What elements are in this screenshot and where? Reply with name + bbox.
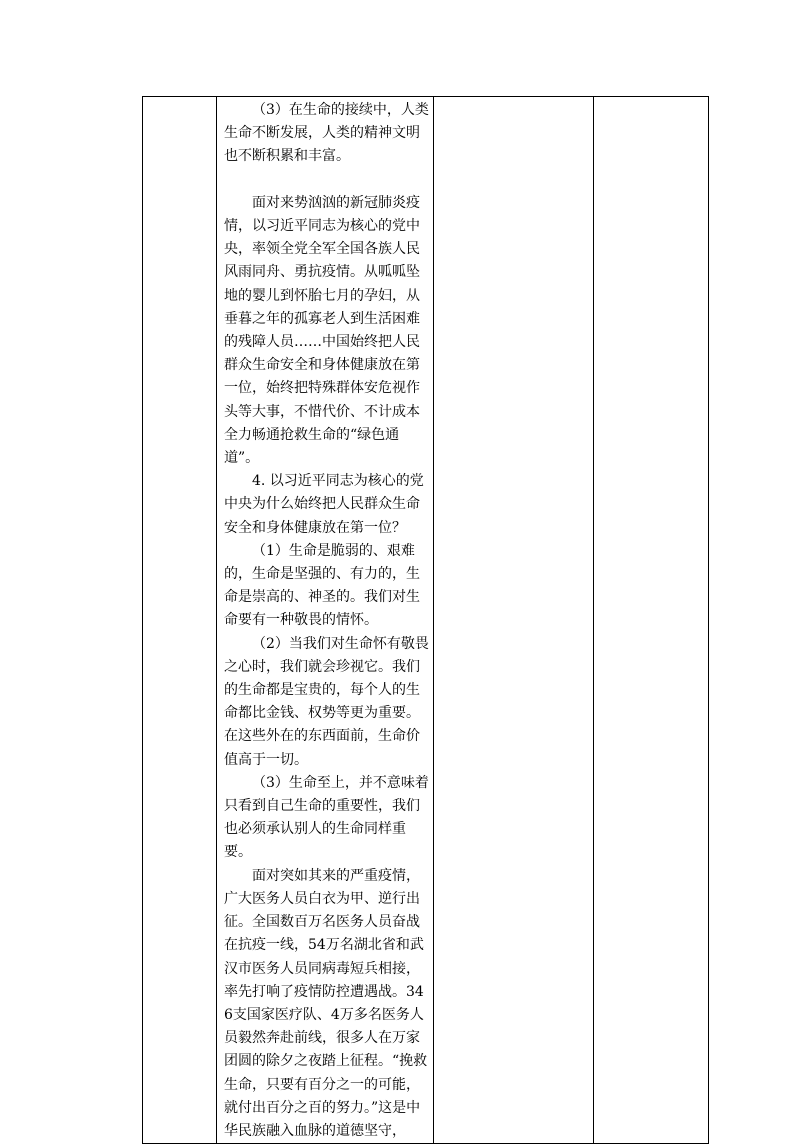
paragraph: （3）生命至上，并不意味着只看到自己生命的重要性，我们也必须承认别人的生命同样重要。 [224, 774, 429, 861]
table-cell-content [217, 97, 434, 1144]
paragraph: 面对来势汹汹的新冠肺炎疫情，以习近平同志为核心的党中央，率领全党全军全国各族人民风雨同舟、勇抗疫情。从呱呱坠地的婴儿到怀胎七月的孕妇，从垂暮之年的孤寡老人到生活困难的残障人员……中国始终把人民群众生命安全和身体健康放在第一位，始终把特殊群体安危视作头等大事，不惜代价、不计成本全力畅通抢救生命的“绿色通道”。 [224, 194, 420, 467]
table-cell-3 [434, 97, 594, 1144]
content-text [217, 97, 433, 1143]
table-row [143, 97, 709, 1144]
table-cell-1 [143, 97, 217, 1144]
paragraph: 4. 以习近平同志为核心的党中央为什么始终把人民群众生命安全和身体健康放在第一位？ [224, 473, 424, 536]
table-cell-4 [594, 97, 709, 1144]
paragraph: 面对突如其来的严重疫情，广大医务人员白衣为甲、逆行出征。全国数百万名医务人员奋战在抗疫一线，54万名湖北省和武汉市医务人员同病毒短兵相接，率先打响了疫情防控遭遇战。346支国家医疗队、4万多名医务人员毅然奔赴前线，很多人在万家团圆的除夕之夜踏上征程。“挽救生命，只要有百分之一的可能，就付出百分之百的努力。”这是中华民族融入血脉的道德坚守， [224, 867, 428, 1139]
paragraph: （3）在生命的接续中，人类生命不断发展，人类的精神文明也不断积累和丰富。 [224, 102, 429, 165]
paragraph: （2）当我们对生命怀有敬畏之心时，我们就会珍视它。我们的生命都是宝贵的，每个人的生命都比金钱、权势等更为重要。在这些外在的东西面前，生命价值高于一切。 [224, 635, 429, 768]
lesson-table [142, 96, 709, 1144]
paragraph: （1）生命是脆弱的、艰难的，生命是坚强的、有力的，生命是崇高的、神圣的。我们对生命要有一种敬畏的情怀。 [224, 542, 420, 629]
blank-line [224, 169, 429, 192]
